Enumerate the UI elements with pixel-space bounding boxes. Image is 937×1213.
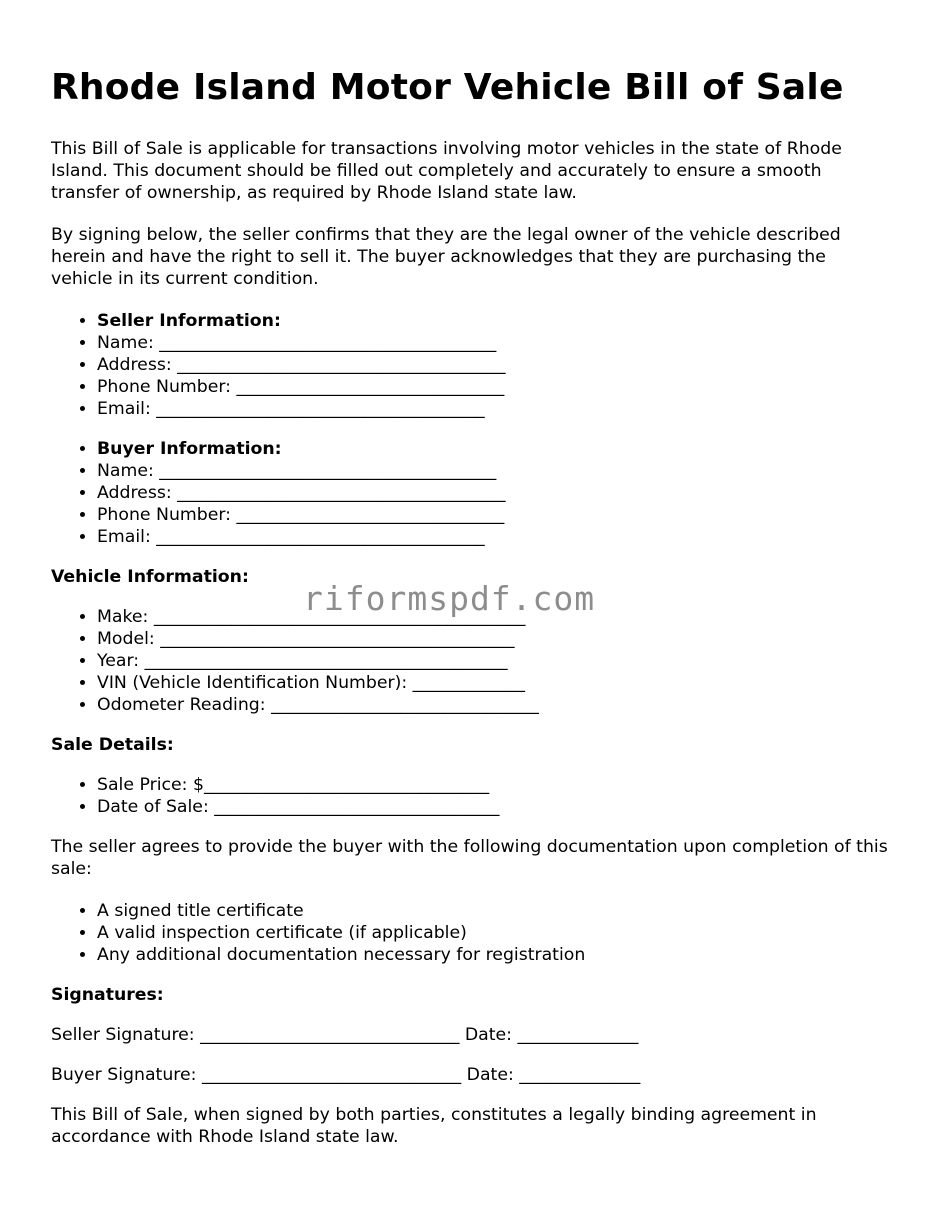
buyer-phone-field[interactable]: • Phone Number: _______________________________ [97,504,891,526]
buyer-signature-line[interactable]: Buyer Signature: ______________________________ Date: ______________ [51,1065,641,1085]
seller-info-list [51,310,891,420]
seller-phone-field[interactable]: • Phone Number: _______________________________ [97,376,891,398]
closing-paragraph: This Bill of Sale, when signed by both parties, constitutes a legally binding agreement in accordance with Rhode Island state law. [51,1105,817,1147]
buyer-email-field[interactable]: • Email: ______________________________________ [97,526,891,548]
vehicle-info-heading: Vehicle Information: [51,567,249,587]
documentation-item: • A valid inspection certificate (if applicable) [97,922,891,944]
seller-info-heading: • Seller Information: [97,310,891,332]
vehicle-odometer-field[interactable]: • Odometer Reading: _______________________________ [97,694,891,716]
sale-details-heading: Sale Details: [51,735,174,755]
documentation-list [51,900,891,966]
buyer-info-heading: • Buyer Information: [97,438,891,460]
intro-paragraph-2: By signing below, the seller confirms that they are the legal owner of the vehicle described herein and have the right to sell it. The buyer acknowledges that they are purchasing the vehicle in its current condition. [51,225,841,289]
sale-date-field[interactable]: • Date of Sale: _________________________________ [97,796,891,818]
intro-paragraph-1: This Bill of Sale is applicable for transactions involving motor vehicles in the state of Rhode Island. This document should be filled out completely and accurately to ensure a smooth transfer of ownership, as required by Rhode Island state law. [51,139,842,203]
seller-email-field[interactable]: • Email: ______________________________________ [97,398,891,420]
watermark-text: riformspdf.com [303,579,596,618]
sale-details-list [51,774,891,818]
vehicle-model-field[interactable]: • Model: _________________________________________ [97,628,891,650]
documentation-intro: The seller agrees to provide the buyer with the following documentation upon completion of this sale: [51,837,888,879]
seller-signature-line[interactable]: Seller Signature: ______________________________ Date: ______________ [51,1025,639,1045]
documentation-item: • Any additional documentation necessary for registration [97,944,891,966]
vehicle-year-field[interactable]: • Year: __________________________________________ [97,650,891,672]
seller-name-field[interactable]: • Name: _______________________________________ [97,332,891,354]
documentation-item: • A signed title certificate [97,900,891,922]
signatures-heading: Signatures: [51,985,164,1005]
buyer-name-field[interactable]: • Name: _______________________________________ [97,460,891,482]
vehicle-make-field[interactable]: • Make: ___________________________________________ [97,606,891,628]
sale-price-field[interactable]: • Sale Price: $_________________________________ [97,774,891,796]
buyer-info-list [51,438,891,548]
buyer-address-field[interactable]: • Address: ______________________________________ [97,482,891,504]
document-title: Rhode Island Motor Vehicle Bill of Sale [51,67,844,108]
vehicle-info-list [51,606,891,716]
vehicle-vin-field[interactable]: • VIN (Vehicle Identification Number): _____________ [97,672,891,694]
seller-address-field[interactable]: • Address: ______________________________________ [97,354,891,376]
